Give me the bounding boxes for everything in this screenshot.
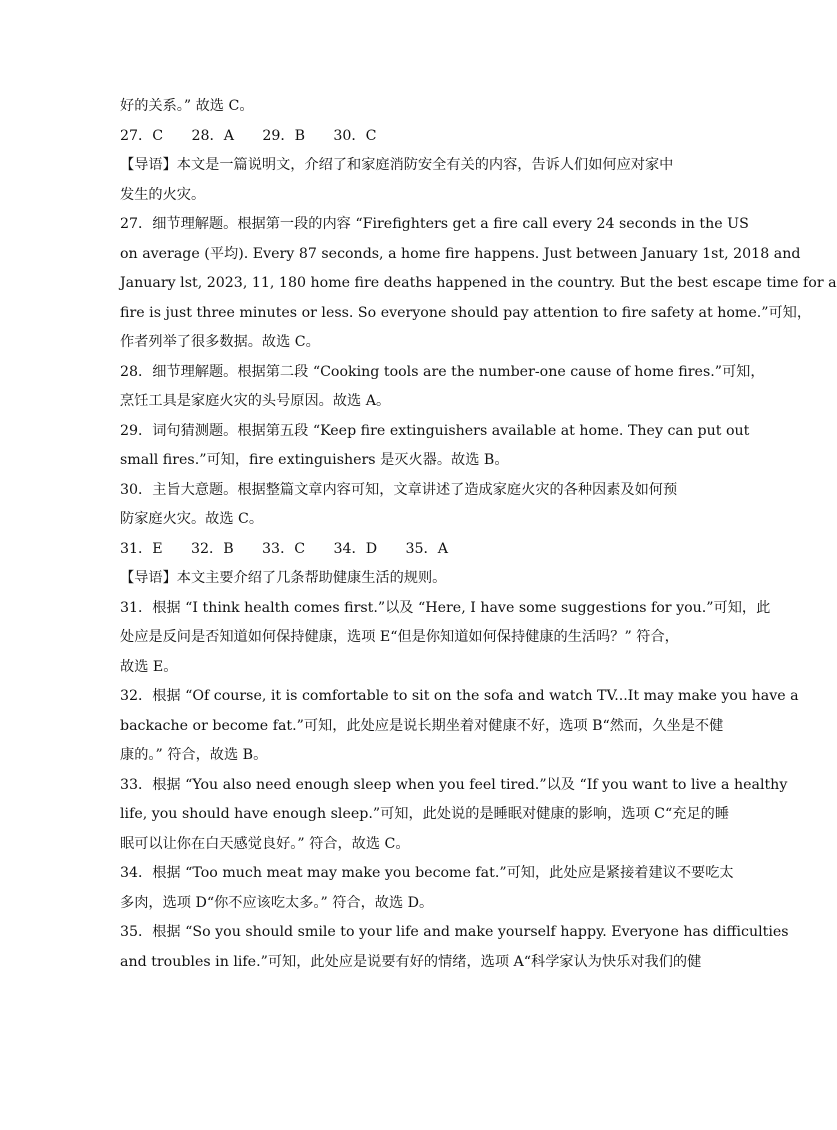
explanation-35: 35．根据 “So you should smile to your life and make yourself happy. Everyone has difficulties [120, 924, 789, 940]
text-line: life, you should have enough sleep.”可知，此处说的是睡眠对健康的影响，选项 C“充足的睡 [120, 806, 730, 822]
explanation-30: 30．主旨大意题。根据整篇文章内容可知，文章讲述了造成家庭火灾的各种因素及如何预 [120, 481, 678, 498]
text-line: on average (平均). Every 87 seconds, a home fire happens. Just between January 1st, 2018 and [120, 245, 801, 262]
explanation-31: 31．根据 “I think health comes first.”以及 “Here, I have some suggestions for you.”可知，此 [120, 599, 771, 616]
intro-heading-passage-2: 【导语】本文是一篇说明文，介绍了和家庭消防安全有关的内容，告诉人们如何应对家中 [120, 157, 674, 173]
explanation-27: 27．细节理解题。根据第一段的内容 “Firefighters get a fire call every 24 seconds in the US [120, 216, 749, 232]
text-line: 作者列举了很多数据。故选 C。 [120, 334, 320, 350]
text-line: small fires.”可知，fire extinguishers 是灭火器。故选 B。 [120, 452, 509, 468]
answer-row-27-30: 27．C 28．A 29．B 30．C [120, 127, 377, 144]
answer-row-31-35: 31．E 32．B 33．C 34．D 35．A [120, 540, 448, 557]
explanation-34: 34．根据 “Too much meat may make you become fat.”可知，此处应是紧接着建议不要吃太 [120, 865, 734, 881]
text-line: 故选 E。 [120, 658, 178, 675]
text-line: fire is just three minutes or less. So everyone should pay attention to fire safety at home.”可知， [120, 304, 812, 321]
text-line: 康的。” 符合，故选 B。 [120, 747, 268, 763]
text-line: 多肉，选项 D“你不应该吃太多。” 符合，故选 D。 [120, 894, 434, 911]
text-line: backache or become fat.”可知，此处应是说长期坐着对健康不好，选项 B“然而，久坐是不健 [120, 717, 724, 734]
explanation-29: 29．词句猜测题。根据第五段 “Keep fire extinguishers available at home. They can put out [120, 422, 750, 439]
text-line: 烹饪工具是家庭火灾的头号原因。故选 A。 [120, 393, 391, 409]
text-line: 处应是反问是否知道如何保持健康，选项 E“但是你知道如何保持健康的生活吗？” 符合， [120, 629, 679, 645]
text-line: and troubles in life.”可知，此处应是说要有好的情绪，选项 A“科学家认为快乐对我们的健 [120, 953, 702, 970]
text-line: January lst, 2023, 11, 180 home fire deaths happened in the country. But the best escape time for a [120, 275, 837, 291]
text-line: 防家庭火灾。故选 C。 [120, 511, 264, 527]
answer-key-text [120, 92, 837, 977]
text-line: 好的关系。” 故选 C。 [120, 98, 254, 114]
text-line: 眠可以让你在白天感觉良好。” 符合，故选 C。 [120, 835, 410, 852]
explanation-28: 28．细节理解题。根据第二段 “Cooking tools are the number-one cause of home fires.”可知， [120, 363, 765, 380]
explanation-33: 33．根据 “You also need enough sleep when you feel tired.”以及 “If you want to live a healthy [120, 776, 788, 793]
intro-heading-passage-3: 【导语】本文主要介绍了几条帮助健康生活的规则。 [120, 570, 447, 586]
text-line: 发生的火灾。 [120, 186, 206, 203]
explanation-32: 32．根据 “Of course, it is comfortable to sit on the sofa and watch TV...It may make you have a [120, 688, 799, 704]
